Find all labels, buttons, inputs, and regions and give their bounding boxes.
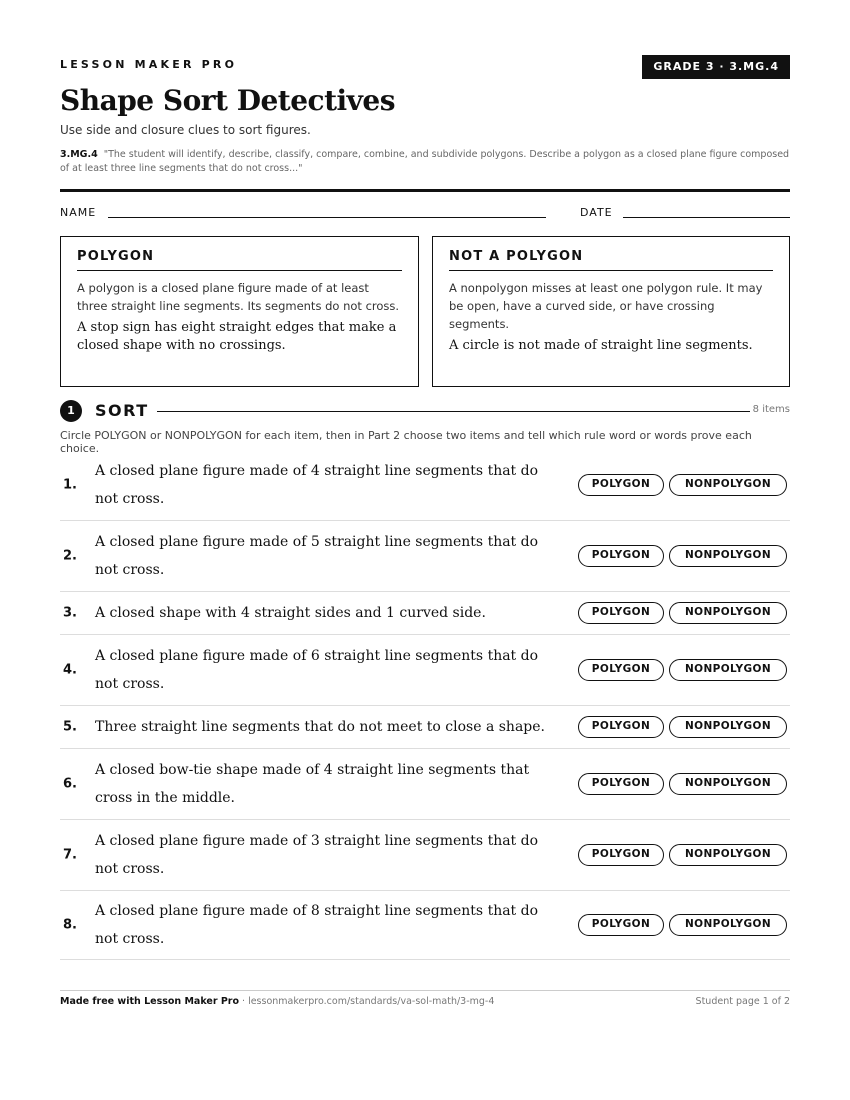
item-text: Three straight line segments that do not meet to close a shape. bbox=[95, 719, 545, 735]
nonpolygon-choice-button[interactable]: NONPOLYGON bbox=[669, 602, 787, 624]
date-label: DATE bbox=[580, 206, 613, 219]
item-text: A closed plane figure made of 5 straight line segments that do not cross. bbox=[95, 534, 539, 578]
item-count: 8 items bbox=[752, 404, 790, 415]
item-text: A closed plane figure made of 3 straight line segments that do not cross. bbox=[95, 833, 539, 877]
item-number: 2. bbox=[63, 548, 77, 564]
item-number: 7. bbox=[63, 847, 77, 863]
list-item bbox=[60, 521, 790, 592]
standard-description bbox=[60, 148, 790, 176]
polygon-choice-button[interactable]: POLYGON bbox=[578, 914, 664, 936]
top-bar bbox=[60, 55, 790, 79]
polygon-choice-button[interactable]: POLYGON bbox=[578, 659, 664, 681]
definition-title: POLYGON bbox=[77, 249, 402, 271]
grade-badge: GRADE 3 · 3.MG.4 bbox=[642, 55, 790, 79]
nonpolygon-definition-box bbox=[432, 236, 790, 387]
polygon-definition-box bbox=[60, 236, 419, 387]
name-field[interactable] bbox=[108, 217, 546, 218]
item-text: A closed plane figure made of 4 straight line segments that do not cross. bbox=[95, 463, 539, 507]
nonpolygon-choice-button[interactable]: NONPOLYGON bbox=[669, 844, 787, 866]
polygon-choice-button[interactable]: POLYGON bbox=[578, 844, 664, 866]
brand-logo-text: LESSON MAKER PRO bbox=[60, 58, 238, 71]
nonpolygon-choice-button[interactable]: NONPOLYGON bbox=[669, 716, 787, 738]
standard-quote: "The student will identify, describe, classify, compare, combine, and subdivide polygons. Describe a polygon as a closed plane figure composed of at least three line segments that do not cross..." bbox=[60, 149, 790, 174]
item-text: A closed plane figure made of 8 straight line segments that do not cross. bbox=[95, 903, 539, 947]
item-number: 1. bbox=[63, 477, 77, 493]
list-item bbox=[60, 820, 790, 891]
item-text: A closed bow-tie shape made of 4 straight line segments that cross in the middle. bbox=[95, 762, 530, 806]
page-title: Shape Sort Detectives bbox=[60, 84, 396, 117]
standard-code: 3.MG.4 bbox=[60, 149, 98, 160]
polygon-choice-button[interactable]: POLYGON bbox=[578, 474, 664, 496]
definition-text: A polygon is a closed plane figure made of at least three straight line segments. Its segments do not cross. bbox=[77, 281, 400, 313]
item-text: A closed shape with 4 straight sides and 1 curved side. bbox=[95, 605, 486, 621]
section-title: SORT bbox=[95, 401, 149, 420]
section-header bbox=[60, 400, 790, 422]
definition-title: NOT A POLYGON bbox=[449, 249, 773, 271]
list-item bbox=[60, 450, 790, 521]
section-divider bbox=[157, 411, 750, 412]
nonpolygon-choice-button[interactable]: NONPOLYGON bbox=[669, 773, 787, 795]
list-item bbox=[60, 891, 790, 960]
item-text: A closed plane figure made of 6 straight line segments that do not cross. bbox=[95, 648, 539, 692]
item-number: 6. bbox=[63, 776, 77, 792]
polygon-choice-button[interactable]: POLYGON bbox=[578, 716, 664, 738]
item-number: 5. bbox=[63, 719, 77, 735]
item-number: 4. bbox=[63, 662, 77, 678]
footer-divider bbox=[60, 990, 790, 991]
page-indicator: Student page 1 of 2 bbox=[695, 996, 790, 1007]
polygon-choice-button[interactable]: POLYGON bbox=[578, 602, 664, 624]
footer-credit bbox=[60, 996, 494, 1007]
worksheet-page bbox=[60, 0, 790, 1100]
list-item bbox=[60, 635, 790, 706]
sort-item-list bbox=[60, 450, 790, 960]
definition-text: A nonpolygon misses at least one polygon rule. It may be open, have a curved side, or have crossing segments. bbox=[449, 281, 763, 331]
item-number: 3. bbox=[63, 605, 77, 621]
section-number-badge: 1 bbox=[60, 400, 82, 422]
nonpolygon-choice-button[interactable]: NONPOLYGON bbox=[669, 474, 787, 496]
list-item bbox=[60, 749, 790, 820]
nonpolygon-choice-button[interactable]: NONPOLYGON bbox=[669, 545, 787, 567]
header-divider bbox=[60, 189, 790, 192]
name-label: NAME bbox=[60, 206, 97, 219]
page-subtitle: Use side and closure clues to sort figures. bbox=[60, 123, 311, 137]
list-item bbox=[60, 706, 790, 749]
date-field[interactable] bbox=[623, 217, 790, 218]
nonpolygon-choice-button[interactable]: NONPOLYGON bbox=[669, 914, 787, 936]
polygon-choice-button[interactable]: POLYGON bbox=[578, 545, 664, 567]
item-number: 8. bbox=[63, 917, 77, 933]
nonpolygon-choice-button[interactable]: NONPOLYGON bbox=[669, 659, 787, 681]
polygon-choice-button[interactable]: POLYGON bbox=[578, 773, 664, 795]
footer-made-with: Made free with Lesson Maker Pro bbox=[60, 996, 240, 1007]
definition-example: A circle is not made of straight line segments. bbox=[449, 338, 753, 353]
list-item bbox=[60, 592, 790, 635]
footer-url: · lessonmakerpro.com/standards/va-sol-math/3-mg-4 bbox=[239, 996, 495, 1007]
definition-example: A stop sign has eight straight edges that make a closed shape with no crossings. bbox=[77, 320, 397, 353]
section-instructions: Circle POLYGON or NONPOLYGON for each item, then in Part 2 choose two items and tell which rule word or words prove each choice. bbox=[60, 429, 752, 455]
